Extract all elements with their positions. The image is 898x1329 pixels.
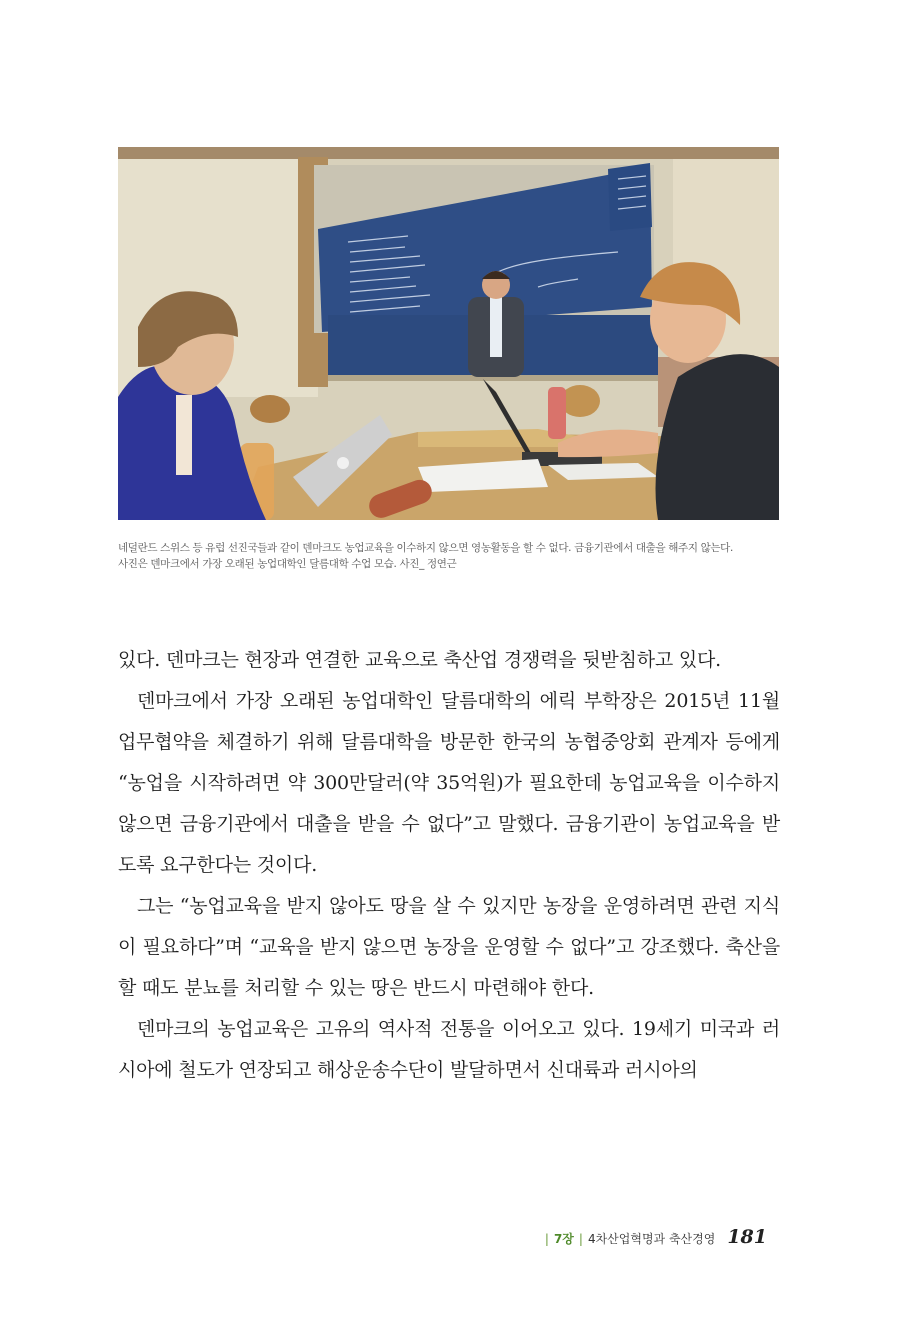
paragraph-3: 그는 “농업교육을 받지 않아도 땅을 살 수 있지만 농장을 운영하려면 관련 지식이 필요하다”며 “교육을 받지 않으면 농장을 운영할 수 없다”고 강조했다. 축산을 할 때도 분뇨를 처리할 수 있는 땅은 반드시 마련해야 한다. — [118, 895, 780, 999]
classroom-photo — [118, 147, 779, 520]
photo-caption — [118, 540, 798, 572]
chapter-label: 7장 — [553, 1232, 574, 1246]
footer-divider-left: | — [544, 1232, 549, 1246]
paragraph-1: 있다. 덴마크는 현장과 연결한 교육으로 축산업 경쟁력을 뒷받침하고 있다. — [118, 649, 722, 671]
page-footer — [540, 1226, 767, 1248]
classroom-illustration — [118, 147, 779, 520]
caption-line-1: 네덜란드 스위스 등 유럽 선진국들과 같이 덴마크도 농업교육을 이수하지 않으면 영농활동을 할 수 없다. 금융기관에서 대출을 해주지 않는다. — [118, 542, 733, 554]
paragraph-4: 덴마크의 농업교육은 고유의 역사적 전통을 이어오고 있다. 19세기 미국과 러시아에 철도가 연장되고 해상운송수단이 발달하면서 신대륙과 러시아의 — [118, 1018, 780, 1081]
footer-divider-right: | — [578, 1232, 583, 1246]
chapter-title: 4차산업혁명과 축산경영 — [587, 1232, 716, 1246]
body-text — [118, 640, 780, 1091]
paragraph-2: 덴마크에서 가장 오래된 농업대학인 달름대학의 에릭 부학장은 2015년 11월 업무협약을 체결하기 위해 달름대학을 방문한 한국의 농협중앙회 관계자 등에게 “농업을 시작하려면 약 300만달러(약 35억원)가 필요한데 농업교육을 이수하지 않으면 금융기관에서 대출을 받을 수 없다”고 말했다. 금융기관이 농업교육을 받도록 요구한다는 것이다. — [118, 690, 780, 876]
page-number: 181 — [727, 1226, 767, 1248]
caption-line-2: 사진은 덴마크에서 가장 오래된 농업대학인 달름대학 수업 모습. 사진_ 정연근 — [118, 558, 457, 570]
